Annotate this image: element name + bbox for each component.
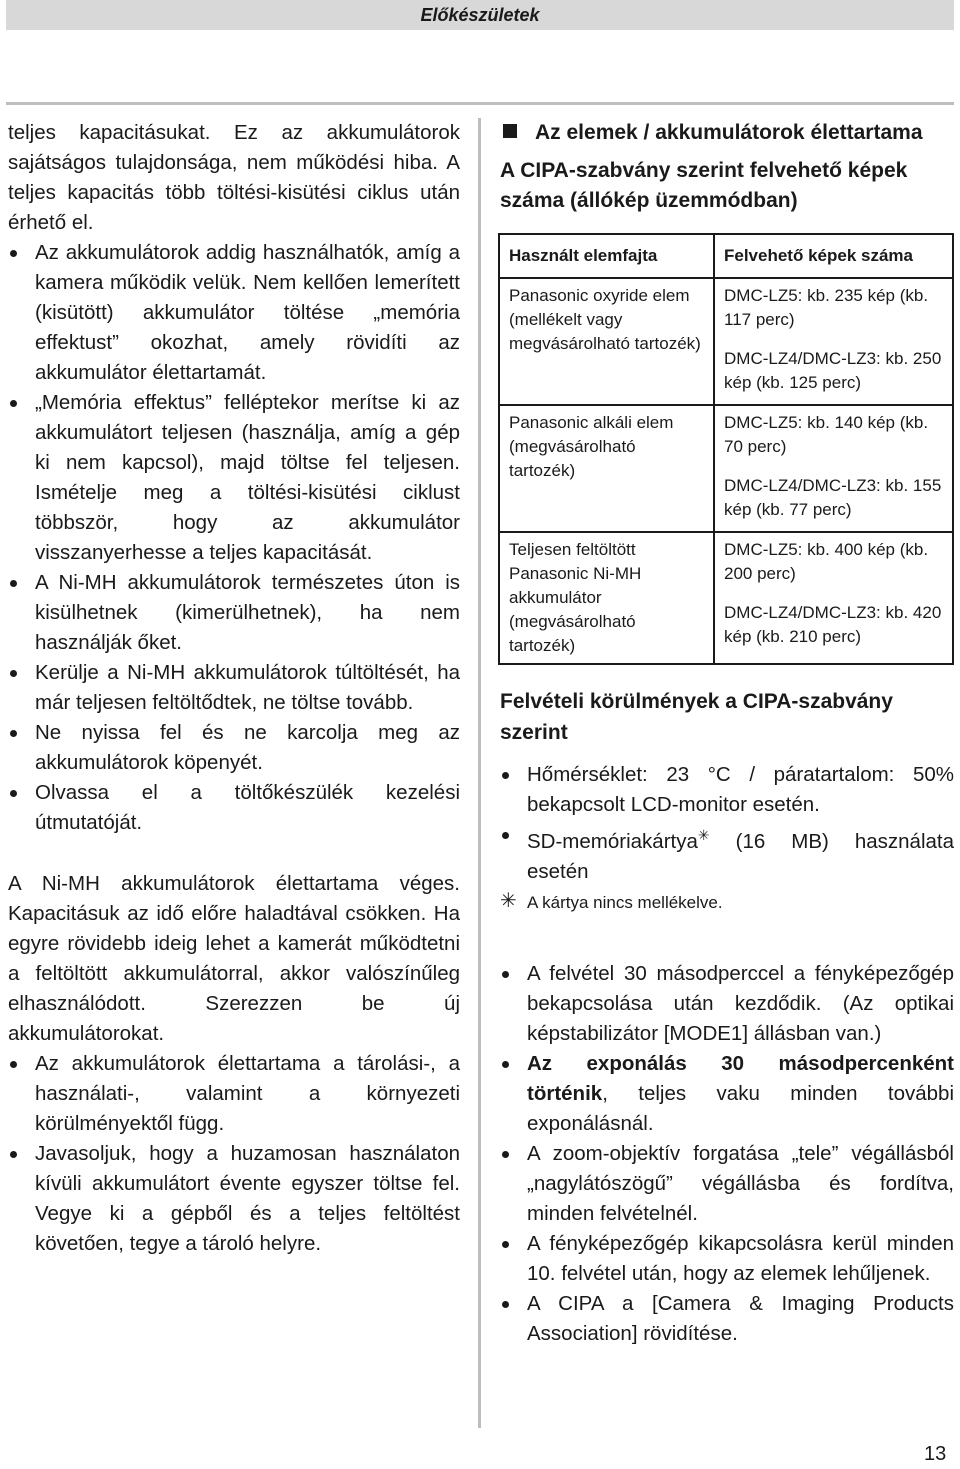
square-bullet-icon	[503, 124, 517, 138]
bullet-item: A zoom-objektív forgatása „tele” végállásból „nagylátószögű” végállásba és fordítva, minden felvételnél.	[500, 1139, 954, 1229]
bullet-item: A CIPA a [Camera & Imaging Products Association] rövidítése.	[500, 1289, 954, 1349]
header-title: Előkészületek	[420, 5, 540, 25]
table-row	[499, 405, 953, 532]
bullet-item: A fényképezőgép kikapcsolásra kerül minden 10. felvétel után, hogy az elemek lehűljenek.	[500, 1229, 954, 1289]
lz4-lz3-value: DMC-LZ4/DMC-LZ3: kb. 250 kép (kb. 125 perc)	[724, 349, 942, 392]
column-divider	[478, 118, 481, 1428]
conditions-heading: Felvételi körülmények a CIPA-szabvány szerint	[500, 690, 893, 744]
conditions-list	[500, 760, 954, 1349]
sd-card-rest: (16 MB) használata esetén	[527, 829, 954, 883]
footnote	[500, 891, 954, 915]
bullet-item: A felvétel 30 másodperccel a fényképezőgép bekapcsolása után kezdődik. (Az optikai képstabilizátor [MODE1] állásban van.)	[500, 959, 954, 1049]
column-header: Használt elemfajta	[499, 234, 714, 278]
section-heading	[500, 118, 954, 156]
bullet-item: Ne nyissa fel és ne karcolja meg az akkumulátorok köpenyét.	[8, 718, 460, 778]
right-column	[500, 118, 954, 1349]
page-header	[6, 0, 954, 30]
column-header: Felvehető képek száma	[714, 234, 953, 278]
bullet-item: Az akkumulátorok élettartama a tárolási-, a használati-, valamint a környezeti körülményektől függ.	[8, 1049, 460, 1139]
bullet-item: Olvassa el a töltőkészülék kezelési útmutatóját.	[8, 778, 460, 838]
bullet-item: Hőmérséklet: 23 °C / páratartalom: 50% bekapcsolt LCD-monitor esetén.	[500, 760, 954, 820]
asterisk-icon: ✳	[697, 827, 710, 843]
regular-text: , teljes vaku minden további exponálásnál.	[527, 1081, 954, 1135]
shots-cell	[714, 405, 953, 532]
bullet-item: Javasoljuk, hogy a huzamosan használaton kívüli akkumulátort évente egyszer töltse fel. Vegye ki a gépből és a teljes feltöltést követően, tegye a tároló helyre.	[8, 1139, 460, 1259]
bullet-item: A Ni-MH akkumulátorok természetes úton is kisülhetnek (kimerülhetnek), ha nem használják őket.	[8, 568, 460, 658]
page-number: 13	[924, 1443, 947, 1465]
paragraph: teljes kapacitásukat. Ez az akkumulátorok sajátságos tulajdonsága, nem működési hiba. A teljes kapacitás több töltési-kisütési ciklus után érhető el.	[8, 121, 460, 234]
section-title: Az elemek / akkumulátorok élettartama	[535, 121, 923, 144]
lz5-value: DMC-LZ5: kb. 400 kép (kb. 200 perc)	[724, 540, 929, 583]
subheading: A CIPA-szabvány szerint felvehető képek száma (állókép üzemmódban)	[500, 159, 908, 212]
shots-cell	[714, 278, 953, 405]
table-header-row	[499, 234, 953, 278]
lz4-lz3-value: DMC-LZ4/DMC-LZ3: kb. 420 kép (kb. 210 perc)	[724, 603, 942, 646]
table-row	[499, 278, 953, 405]
bullet-item	[500, 820, 954, 887]
lz5-value: DMC-LZ5: kb. 140 kép (kb. 70 perc)	[724, 413, 929, 456]
sd-card-text: SD-memóriakártya	[527, 829, 698, 853]
battery-type-cell: Panasonic alkáli elem (megvásárolható tartozék)	[499, 405, 714, 532]
lz4-lz3-value: DMC-LZ4/DMC-LZ3: kb. 155 kép (kb. 77 perc)	[724, 476, 942, 519]
table-row	[499, 532, 953, 664]
lz5-value: DMC-LZ5: kb. 235 kép (kb. 117 perc)	[724, 286, 929, 329]
bullet-item: Az akkumulátorok addig használhatók, amíg a kamera működik velük. Nem kellően lemerített (kisütött) akkumulátor töltése „memória effektust” okozhat, amely rövidíti az akkumulátor élettartamát.	[8, 238, 460, 388]
asterisk-icon: ✳	[500, 889, 517, 912]
paragraph: A Ni-MH akkumulátorok élettartama véges. Kapacitásuk az idő előre haladtával csökken. Ha egyre rövidebb ideig lehet a kamerát működtetni a feltöltött akkumulátorral, akkor valószínűleg elhasználódott. Szerezzen be új akkumulátorokat.	[8, 872, 460, 1045]
bullet-item	[500, 1049, 954, 1139]
battery-type-cell: Teljesen feltöltött Panasonic Ni-MH akkumulátor (megvásárolható tartozék)	[499, 532, 714, 664]
bold-text: Az exponálás 30 másodpercenként történik	[527, 1051, 954, 1105]
cipa-table	[498, 233, 954, 665]
battery-type-cell: Panasonic oxyride elem (mellékelt vagy megvásárolható tartozék)	[499, 278, 714, 405]
footnote-text: A kártya nincs mellékelve.	[527, 892, 723, 912]
bullet-item: Kerülje a Ni-MH akkumulátorok túltöltését, ha már teljesen feltöltődtek, ne töltse tovább.	[8, 658, 460, 718]
header-separator	[6, 102, 954, 105]
shots-cell	[714, 532, 953, 664]
bullet-item: „Memória effektus” felléptekor merítse ki az akkumulátort teljesen (használja, amíg a gép ki nem kapcsol), majd töltse fel teljesen. Ismételje meg a töltési-kisütési ciklust többször, hogy az akkumulátor visszanyerhesse a teljes kapacitását.	[8, 388, 460, 568]
left-column	[8, 118, 460, 1259]
